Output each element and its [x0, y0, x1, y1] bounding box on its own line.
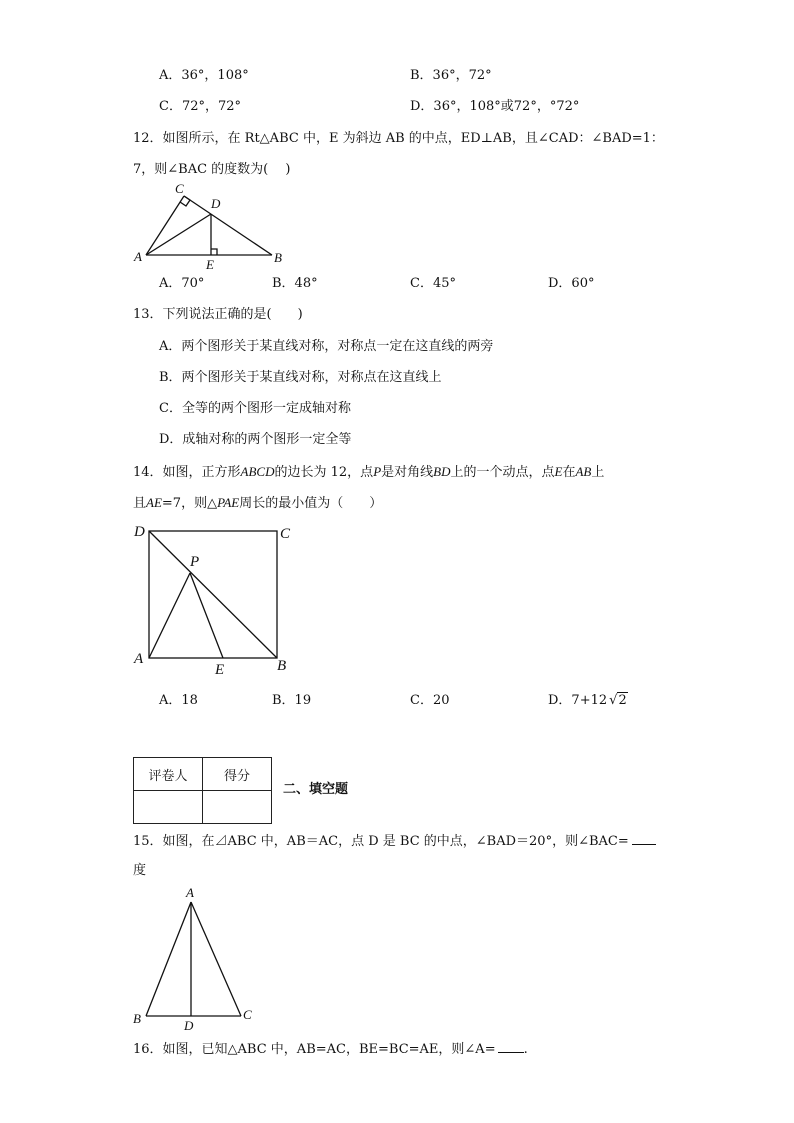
q14-option-b: B．19	[272, 693, 312, 708]
q14-label-b: B	[277, 658, 287, 674]
table-header-score: 得分	[203, 758, 272, 791]
q12-right-angle-e	[211, 249, 217, 255]
q15-label-c: C	[243, 1007, 252, 1022]
q13-stem: 13．下列说法正确的是( )	[133, 307, 303, 322]
q11-option-a: A．36°，108°	[159, 68, 249, 83]
q11-option-b: B．36°，72°	[410, 68, 492, 83]
q12-segment-cb	[184, 196, 272, 255]
q15-figure	[128, 880, 263, 1035]
q14-label-c: C	[280, 526, 291, 542]
sqrt-symbol: √2	[609, 693, 627, 708]
q13-option-b: B．两个图形关于某直线对称，对称点在这直线上	[159, 370, 442, 385]
q15-answer-blank[interactable]	[632, 831, 656, 845]
q12-segment-ad	[146, 214, 211, 255]
q13-option-d: D．成轴对称的两个图形一定全等	[159, 432, 352, 447]
q14-label-d: D	[134, 524, 145, 540]
q12-stem-line1: 12．如图所示，在 Rt△ABC 中，E 为斜边 AB 的中点，ED⊥AB，且∠CAD：∠BAD=1：	[133, 131, 664, 146]
q12-option-d: D．60°	[548, 276, 595, 291]
q12-figure	[128, 180, 298, 270]
table-header-grader: 评卷人	[134, 758, 203, 791]
q12-label-b: B	[274, 250, 282, 265]
q12-label-a: A	[134, 249, 142, 264]
q14-figure	[128, 518, 303, 683]
q12-stem-line2: 7，则∠BAC 的度数为( )	[133, 162, 291, 177]
q12-option-c: C．45°	[410, 276, 456, 291]
grader-cell[interactable]	[134, 791, 203, 824]
q15-stem-line1: 15．如图，在⊿ABC 中，AB＝AC，点 D 是 BC 的中点，∠BAD＝20°，则∠BAC=	[133, 831, 656, 851]
q15-segment-ab	[146, 902, 191, 1016]
q11-option-c: C．72°，72°	[159, 99, 242, 114]
q14-segment-ap	[149, 573, 190, 658]
q14-option-a: A．18	[159, 693, 198, 708]
q12-option-b: B．48°	[272, 276, 318, 291]
q12-segment-ac	[146, 196, 184, 255]
q14-stem-line2: 且AE=7，则△PAE周长的最小值为（ ）	[133, 495, 383, 511]
q14-diagonal-bd	[149, 531, 277, 658]
q14-stem-line1: 14．如图，正方形ABCD的边长为 12，点P是对角线BD上的一个动点，点E在AB上	[133, 464, 605, 480]
q14-segment-pe	[190, 573, 223, 658]
q15-label-b: B	[133, 1011, 141, 1026]
q12-label-d: D	[211, 196, 221, 211]
q13-option-c: C．全等的两个图形一定成轴对称	[159, 401, 351, 416]
q12-option-a: A．70°	[159, 276, 205, 291]
q15-label-d: D	[184, 1018, 194, 1033]
q11-option-d: D．36°，108°或72°，°72°	[410, 99, 580, 114]
q14-option-c: C．20	[410, 693, 450, 708]
q15-stem-line2: 度	[133, 863, 147, 878]
q15-label-a: A	[186, 885, 194, 900]
q12-label-e: E	[206, 257, 214, 270]
q12-label-c: C	[175, 181, 184, 196]
q14-option-d: D．7+12 √2	[548, 693, 627, 708]
q16-stem: 16．如图，已知△ABC 中，AB=AC，BE=BC=AE，则∠A= .	[133, 1039, 528, 1059]
q14-label-e: E	[215, 662, 225, 678]
q16-answer-blank[interactable]	[498, 1039, 524, 1053]
q15-segment-ac	[191, 902, 241, 1016]
score-table	[133, 757, 272, 824]
q14-label-a: A	[134, 651, 144, 667]
score-cell[interactable]	[203, 791, 272, 824]
section-title: 二、填空题	[283, 782, 349, 797]
q14-label-p: P	[190, 554, 200, 570]
q13-option-a: A．两个图形关于某直线对称，对称点一定在这直线的两旁	[159, 339, 494, 354]
